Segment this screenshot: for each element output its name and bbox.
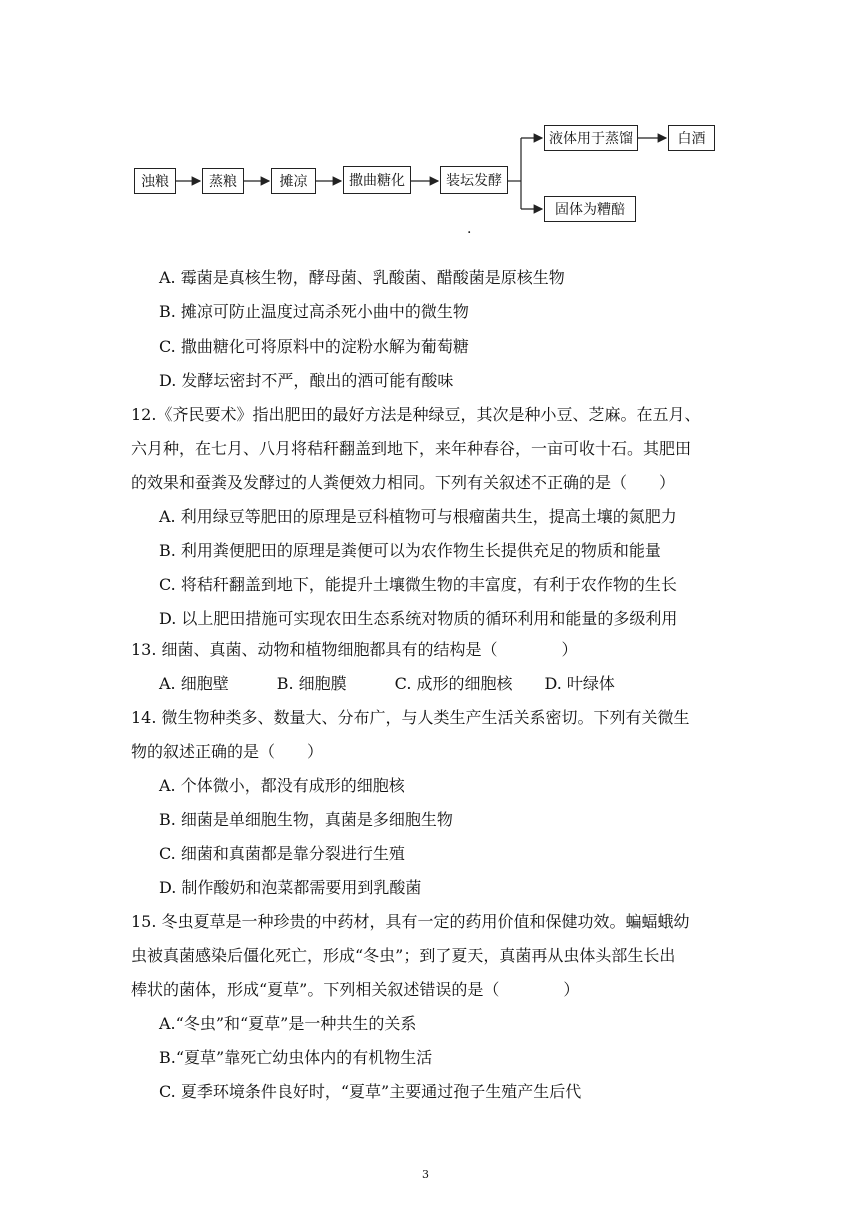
q12-option-d: D. 以上肥田措施可实现农田生态系统对物质的循环利用和能量的多级利用 xyxy=(159,609,678,628)
q14-option-b: B. 细菌是单细胞生物，真菌是多细胞生物 xyxy=(159,810,453,829)
q12-option-c: C. 将秸秆翻盖到地下，能提升土壤微生物的丰富度，有利于农作物的生长 xyxy=(159,575,677,594)
process-flowchart xyxy=(0,0,860,250)
page-number: 3 xyxy=(422,1168,429,1181)
q12-option-a: A. 利用绿豆等肥田的原理是豆科植物可与根瘤菌共生，提高土壤的氮肥力 xyxy=(159,507,677,526)
q14-option-d: D. 制作酸奶和泡菜都需要用到乳酸菌 xyxy=(159,878,422,897)
q15-stem-line-2: 虫被真菌感染后僵化死亡，形成“冬虫”；到了夏天，真菌再从虫体头部生长出 xyxy=(131,946,676,965)
flow-step-ferment: 装坛发酵 xyxy=(440,166,508,194)
q15-stem-line-3: 棒状的菌体，形成“夏草”。下列相关叙述错误的是（ ） xyxy=(131,980,580,999)
flow-step-grain: 浊粮 xyxy=(134,168,176,194)
q15-stem-line-1: 15. 冬虫夏草是一种珍贵的中药材，具有一定的药用价值和保健功效。蝙蝠蛾幼 xyxy=(131,912,690,931)
flow-dot: · xyxy=(467,225,472,241)
q11-option-c: C. 撒曲糖化可将原料中的淀粉水解为葡萄糖 xyxy=(159,337,469,356)
flow-step-solid: 固体为糟醅 xyxy=(544,196,636,222)
q13-options: A. 细胞壁 B. 细胞膜 C. 成形的细胞核 D. 叶绿体 xyxy=(159,674,615,693)
flow-step-liquor: 白酒 xyxy=(668,125,715,151)
q12-stem-line-1: 12.《齐民要术》指出肥田的最好方法是种绿豆，其次是种小豆、芝麻。在五月、 xyxy=(131,405,701,424)
flow-step-saccharify: 撒曲糖化 xyxy=(343,166,411,194)
q15-option-a: A.“冬虫”和“夏草”是一种共生的关系 xyxy=(159,1014,417,1033)
flow-step-cool: 摊凉 xyxy=(271,168,316,194)
q15-option-c: C. 夏季环境条件良好时，“夏草”主要通过孢子生殖产生后代 xyxy=(159,1082,582,1101)
q11-option-b: B. 摊凉可防止温度过高杀死小曲中的微生物 xyxy=(159,302,469,321)
q11-option-d: D. 发酵坛密封不严，酿出的酒可能有酸味 xyxy=(159,371,454,390)
flow-arrows xyxy=(0,0,860,250)
q14-option-a: A. 个体微小，都没有成形的细胞核 xyxy=(159,776,405,795)
q12-option-b: B. 利用粪便肥田的原理是粪便可以为农作物生长提供充足的物质和能量 xyxy=(159,541,661,560)
q15-option-b: B.“夏草”靠死亡幼虫体内的有机物生活 xyxy=(159,1048,433,1067)
q13-stem: 13. 细菌、真菌、动物和植物细胞都具有的结构是（ ） xyxy=(131,640,578,659)
q14-option-c: C. 细菌和真菌都是靠分裂进行生殖 xyxy=(159,844,405,863)
flow-step-liquid: 液体用于蒸馏 xyxy=(544,125,638,151)
q14-stem-line-1: 14. 微生物种类多、数量大、分布广，与人类生产生活关系密切。下列有关微生 xyxy=(131,708,690,727)
q11-option-a: A. 霉菌是真核生物，酵母菌、乳酸菌、醋酸菌是原核生物 xyxy=(159,268,565,287)
q12-stem-line-3: 的效果和蚕粪及发酵过的人粪便效力相同。下列有关叙述不正确的是（ ） xyxy=(131,473,676,492)
q12-stem-line-2: 六月种，在七月、八月将秸秆翻盖到地下，来年种春谷，一亩可收十石。其肥田 xyxy=(131,439,692,458)
flow-step-steam: 蒸粮 xyxy=(202,168,244,194)
q14-stem-line-2: 物的叙述正确的是（ ） xyxy=(131,742,324,761)
